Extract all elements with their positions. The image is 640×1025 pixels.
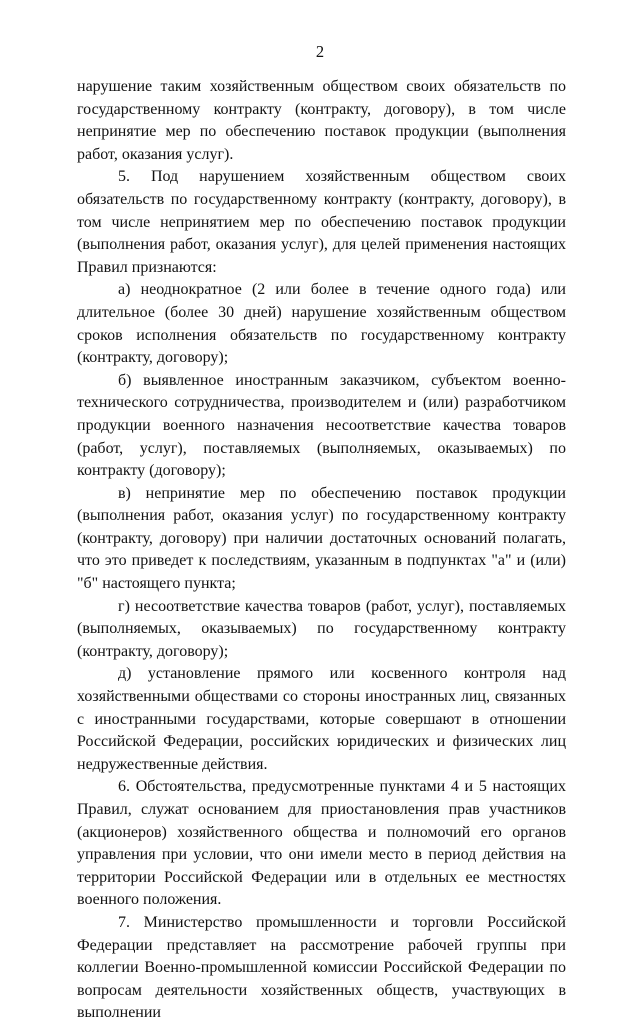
paragraph-clause-7: 7. Министерство промышленности и торговли Российской Федерации представляет на рассмотрение рабочей группы при коллегии Военно-промышленной комиссии Российской Федерации по вопросам деятельности хозяйственных обществ, участвующих в выполнении: [77, 913, 566, 1022]
paragraph-subclause-d: д) установление прямого или косвенного контроля над хозяйственными обществами со стороны иностранных лиц, связанных с иностранными государствами, которые совершают в отношении Российской Федерации, российских юридических и физических лиц недружественные действия.: [77, 665, 566, 773]
paragraph-clause-6: 6. Обстоятельства, предусмотренные пунктами 4 и 5 настоящих Правил, служат основанием для приостановления прав участников (акционеров) хозяйственного общества и полномочий его органов управления при условии, что они имели место в период действия на территории Российской Федерации или в отдельных ее местностях военного положения.: [77, 778, 566, 909]
paragraph-continuation: нарушение таким хозяйственным обществом своих обязательств по государственному контракту (контракту, договору), в том числе непринятие мер по обеспечению поставок продукции (выполнения работ, оказания услуг).: [77, 78, 566, 163]
paragraph-subclause-b: б) выявленное иностранным заказчиком, субъектом военно-технического сотрудничества, производителем и (или) разработчиком продукции военного назначения несоответствие качества товаров (работ, услуг), поставляемых (выполняемых, оказываемых) по контракту (договору);: [77, 371, 566, 480]
document-body: [77, 76, 566, 1025]
paragraph-clause-5: 5. Под нарушением хозяйственным обществом своих обязательств по государственному контракту (контракту, договору), в том числе непринятием мер по обеспечению поставок продукции (выполнения работ, оказания услуг), для целей применения настоящих Правил признаются:: [77, 168, 566, 276]
paragraph-subclause-a: а) неоднократное (2 или более в течение одного года) или длительное (более 30 дней) нарушение хозяйственным обществом сроков исполнения обязательств по государственному контракту (контракту, договору);: [77, 281, 566, 367]
paragraph-subclause-g: г) несоответствие качества товаров (работ, услуг), поставляемых (выполняемых, оказываемых) по государственному контракту (контракту, договору);: [77, 597, 566, 660]
paragraph-subclause-v: в) непринятие мер по обеспечению поставок продукции (выполнения работ, оказания услуг) по государственному контракту (контракту, договору) при наличии достаточных оснований полагать, что это приведет к последствиям, указанным в подпунктах "а" и (или) "б" настоящего пункта;: [77, 484, 566, 593]
page-number: 2: [315, 42, 325, 61]
